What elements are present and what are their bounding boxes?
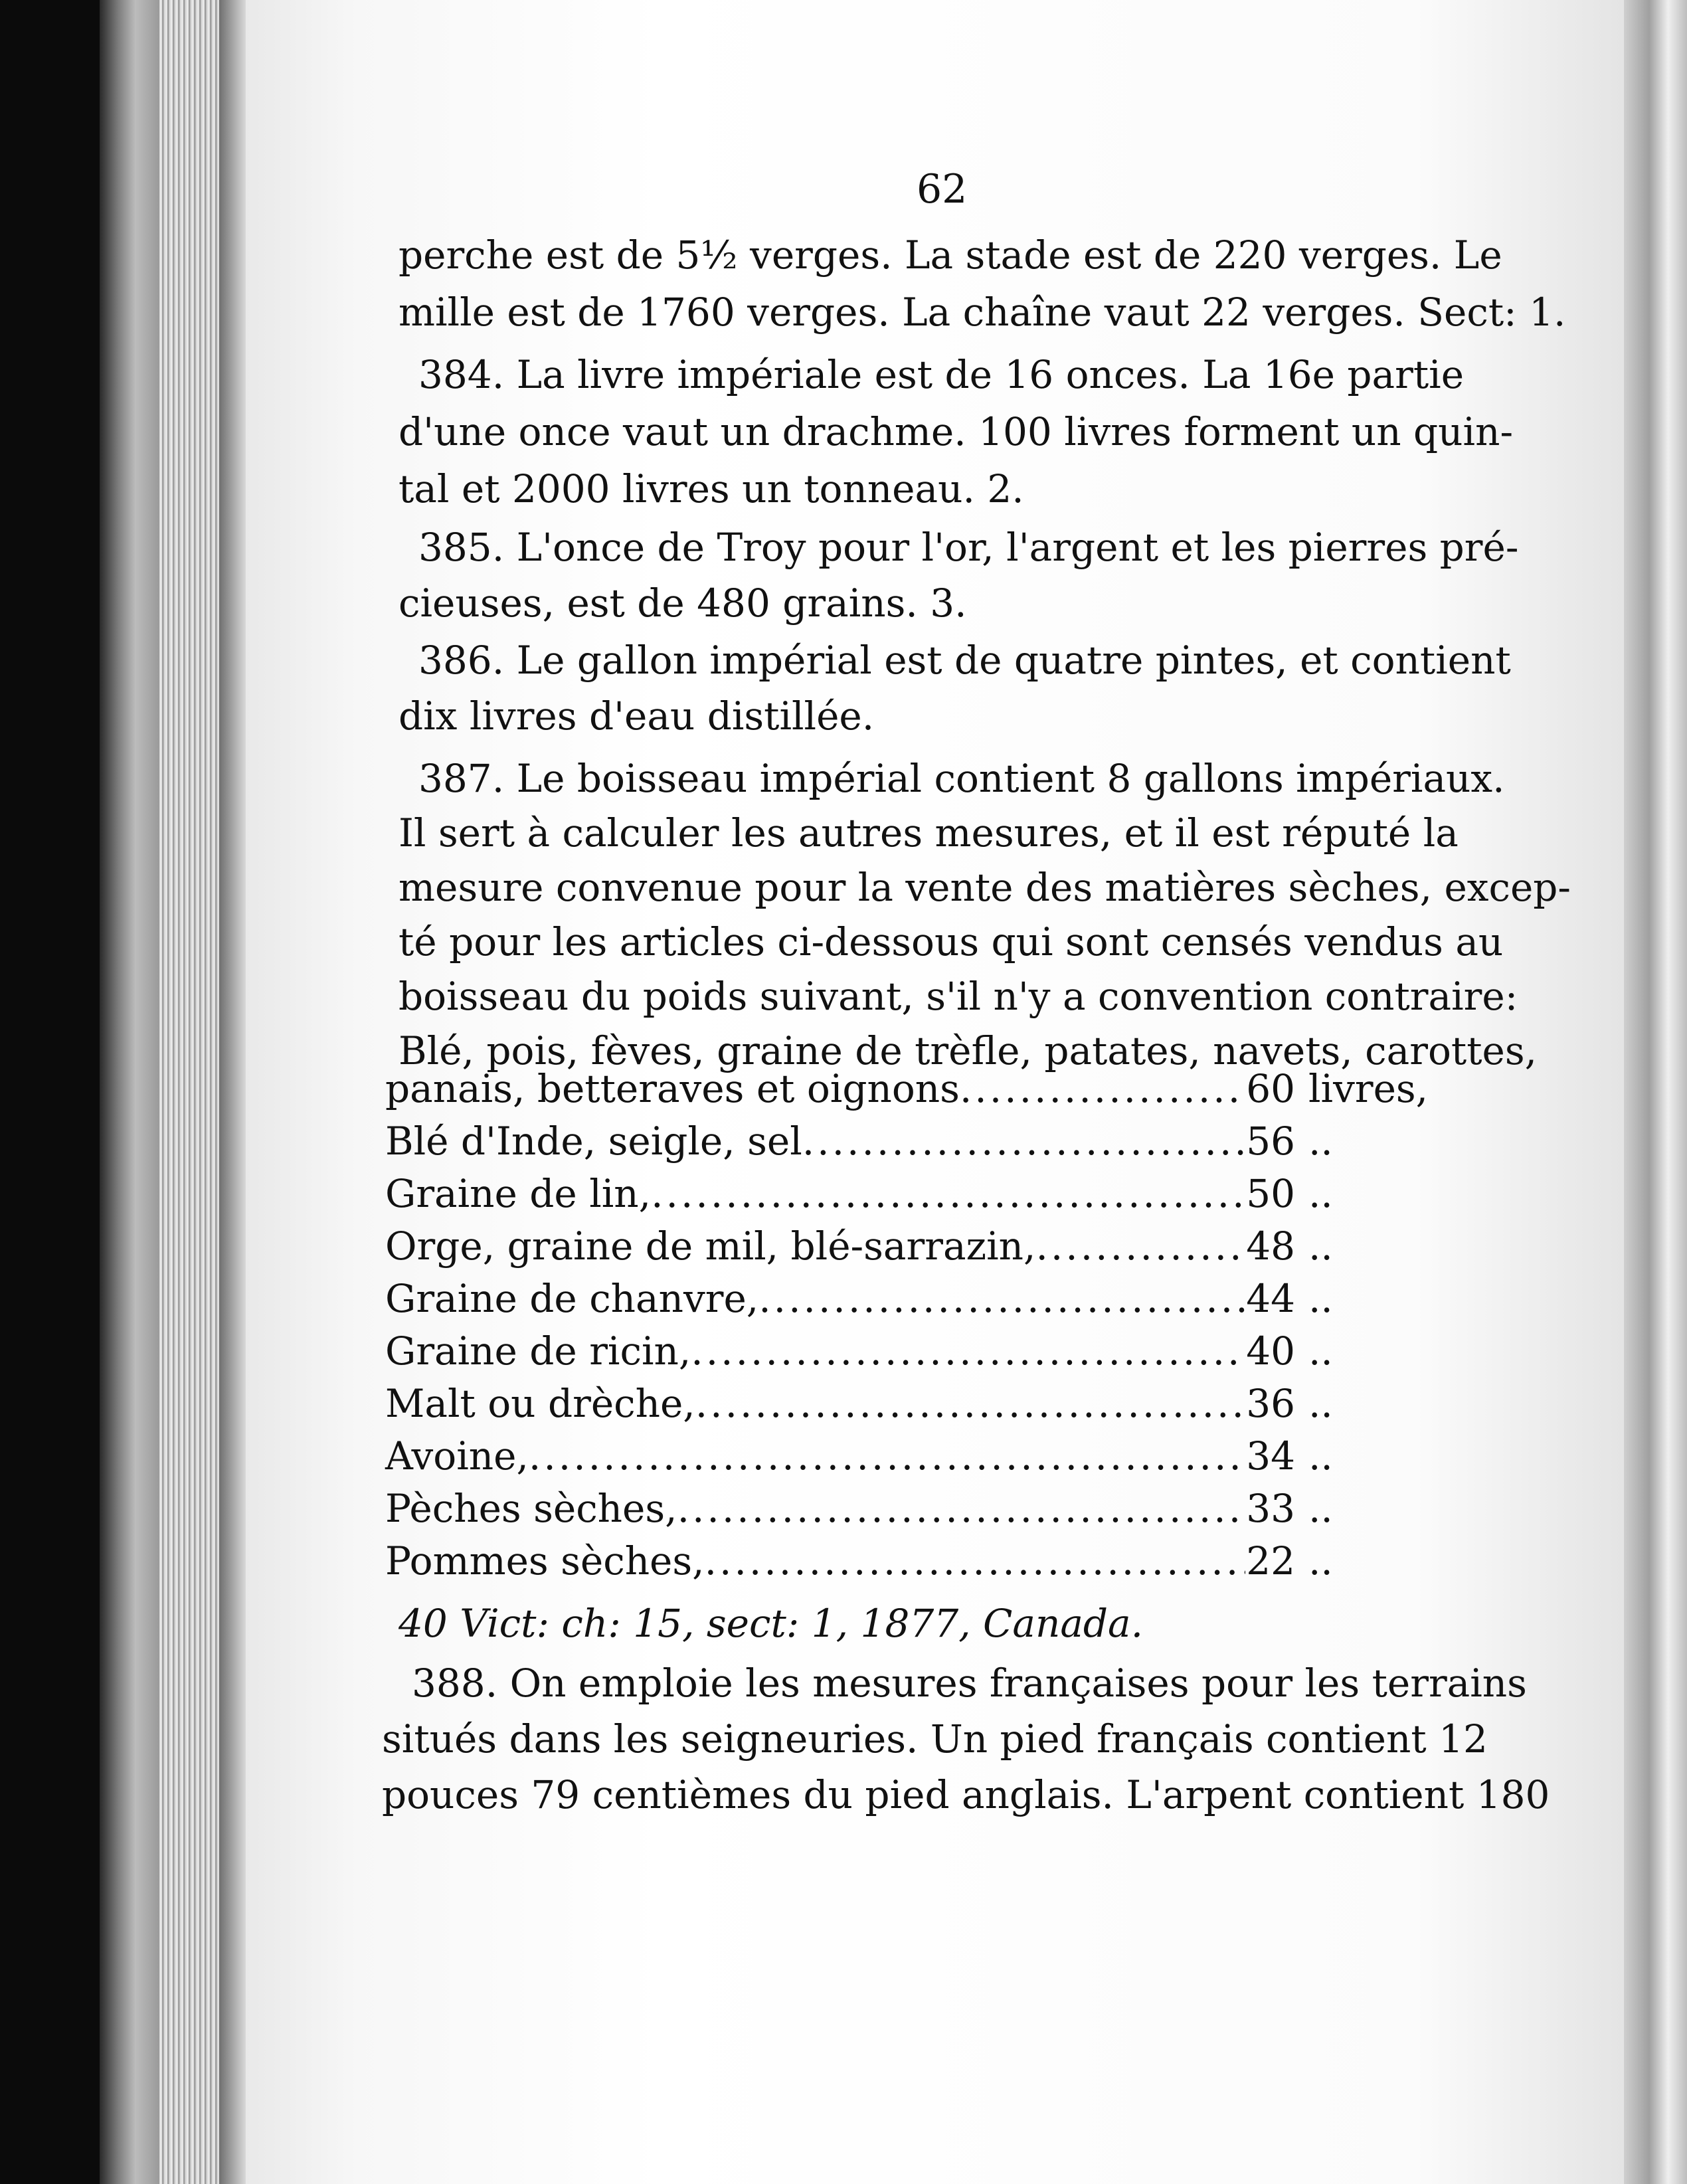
list-item: panais, betteraves et oignons ..... 60 livres, — [385, 1066, 1421, 1119]
text-line: tal et 2000 livres un tonneau. 2. — [399, 466, 1024, 511]
text-line: perche est de 5½ verges. La stade est de 220 verges. Le — [399, 232, 1502, 278]
text-line: 386. Le gallon impérial est de quatre pintes, et contient — [418, 638, 1511, 683]
dot-leader — [529, 1433, 1245, 1479]
page-number: 62 — [917, 166, 968, 213]
text-line: d'une once vaut un drachme. 100 livres forment un quin- — [399, 409, 1514, 454]
dot-leader — [705, 1538, 1245, 1584]
list-item: Malt ou drèche, ..... 36 .. — [385, 1381, 1421, 1433]
dot-leader — [802, 1119, 1245, 1164]
text-line: mesure convenue pour la vente des matières sèches, excep- — [399, 865, 1571, 910]
page-edges — [159, 0, 219, 2184]
dot-leader — [758, 1276, 1245, 1321]
page-right-edge — [1624, 0, 1687, 2184]
text-line: boisseau du poids suivant, s'il n'y a convention contraire: — [399, 974, 1518, 1019]
list-item: Pommes sèches, ..... 22 .. — [385, 1538, 1421, 1591]
list-item: Blé d'Inde, seigle, sel ..... 56 .. — [385, 1119, 1421, 1171]
list-item: Avoine, ..... 34 .. — [385, 1433, 1421, 1486]
text-line: 388. On emploie les mesures françaises pour les terrains — [412, 1661, 1527, 1706]
bushel-weights-list — [385, 1066, 1429, 1591]
text-line: pouces 79 centièmes du pied anglais. L'arpent contient 180 — [382, 1772, 1550, 1817]
text-line: cieuses, est de 480 grains. 3. — [399, 581, 967, 626]
dot-leader — [677, 1486, 1245, 1531]
text-line: dix livres d'eau distillée. — [399, 693, 875, 739]
dot-leader — [695, 1381, 1245, 1426]
list-item: Orge, graine de mil, blé-sarrazin, ..... 48 .. — [385, 1224, 1421, 1276]
dot-leader — [691, 1328, 1245, 1374]
text-line: té pour les articles ci-dessous qui sont censés vendus au — [399, 919, 1504, 964]
citation: 40 Vict: ch: 15, sect: 1, 1877, Canada. — [399, 1601, 1144, 1646]
list-item: Pèches sèches, ..... 33 .. — [385, 1486, 1421, 1538]
dot-leader — [960, 1066, 1245, 1111]
dot-leader — [651, 1171, 1245, 1216]
text-line: situés dans les seigneuries. Un pied français contient 12 — [382, 1716, 1488, 1762]
list-item: Graine de lin, ..... 50 .. — [385, 1171, 1421, 1224]
book-spine — [100, 0, 159, 2184]
page-gutter — [219, 0, 246, 2184]
list-item: Graine de ricin, ..... 40 .. — [385, 1328, 1421, 1381]
text-line: mille est de 1760 verges. La chaîne vaut 22 verges. Sect: 1. — [399, 290, 1566, 335]
text-line: Blé, pois, fèves, graine de trèfle, patates, navets, carottes, — [399, 1028, 1538, 1073]
text-line: Il sert à calculer les autres mesures, et il est réputé la — [399, 810, 1459, 856]
book-spine-shadow — [0, 0, 100, 2184]
dot-leader — [1035, 1224, 1245, 1269]
list-item: Graine de chanvre, ..... 44 .. — [385, 1276, 1421, 1328]
text-line: 384. La livre impériale est de 16 onces. La 16e partie — [418, 352, 1465, 397]
text-line: 385. L'once de Troy pour l'or, l'argent et les pierres pré- — [418, 525, 1519, 570]
text-line: 387. Le boisseau impérial contient 8 gallons impériaux. — [418, 756, 1505, 801]
